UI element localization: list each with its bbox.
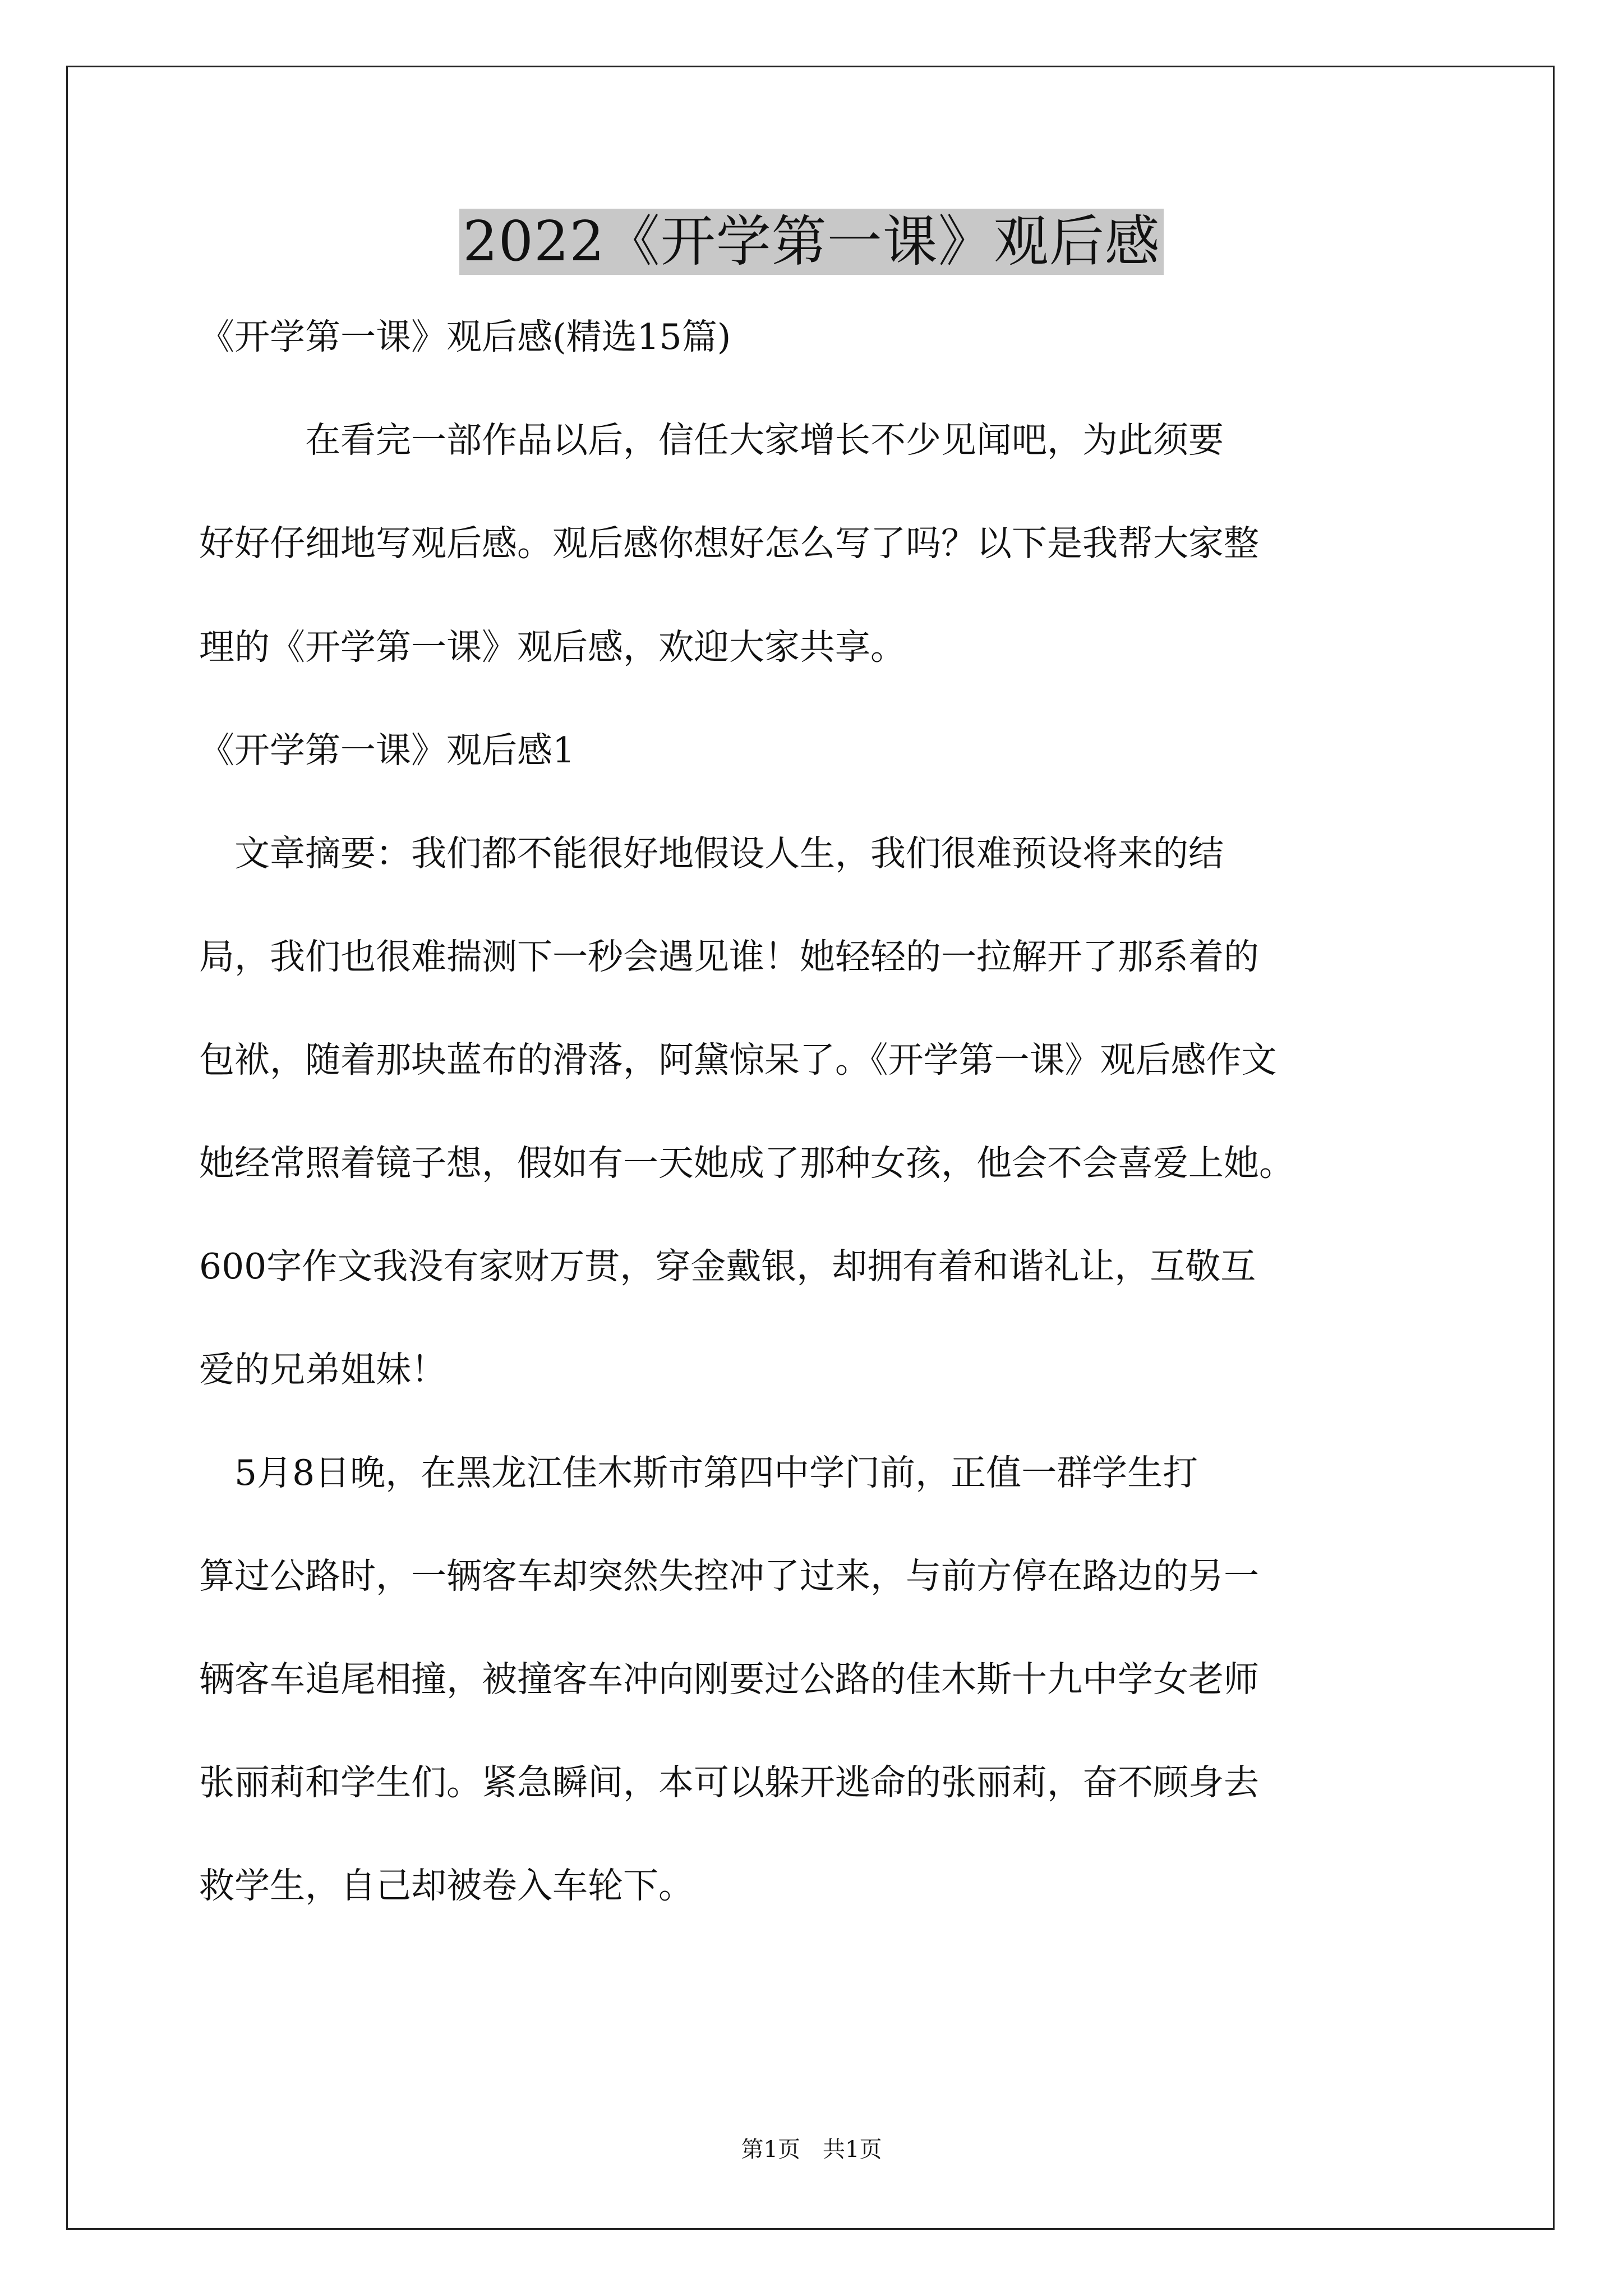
title-container xyxy=(0,209,1623,275)
body-line: 局，我们也很难揣测下一秒会遇见谁！她轻轻的一拉解开了那系着的 xyxy=(199,936,1259,977)
document-title: 2022《开学第一课》观后感 xyxy=(459,209,1163,275)
body-line: 文章摘要：我们都不能很好地假设人生，我们很难预设将来的结 xyxy=(199,833,1224,874)
page-footer: 第1页 共1页 xyxy=(741,2137,882,2162)
body-line: 辆客车追尾相撞，被撞客车冲向刚要过公路的佳木斯十九中学女老师 xyxy=(199,1659,1259,1700)
body-line: 爱的兄弟姐妹！ xyxy=(199,1349,446,1390)
body-line: 600字作文我没有家财万贯，穿金戴银，却拥有着和谐礼让，互敬互 xyxy=(199,1246,1256,1287)
body-line: 张丽莉和学生们。紧急瞬间，本可以躲开逃命的张丽莉，奋不顾身去 xyxy=(199,1762,1259,1803)
body-line: 理的《开学第一课》观后感，欢迎大家共享。 xyxy=(199,627,906,668)
section-heading: 《开学第一课》观后感1 xyxy=(199,730,575,771)
body-line: 算过公路时，一辆客车却突然失控冲了过来，与前方停在路边的另一 xyxy=(199,1556,1259,1596)
body-line: 救学生，自己却被卷入车轮下。 xyxy=(199,1865,694,1906)
subtitle: 《开学第一课》观后感(精选15篇) xyxy=(199,316,731,357)
body-line: 她经常照着镜子想，假如有一天她成了那种女孩，他会不会喜爱上她。 xyxy=(199,1143,1294,1184)
body-line: 在看完一部作品以后，信任大家增长不少见闻吧，为此须要 xyxy=(199,420,1224,461)
body-line: 5月8日晚，在黑龙江佳木斯市第四中学门前，正值一群学生打 xyxy=(199,1452,1198,1493)
body-line: 好好仔细地写观后感。观后感你想好怎么写了吗？以下是我帮大家整 xyxy=(199,523,1259,564)
body-line: 包袱，随着那块蓝布的滑落，阿黛惊呆了。《开学第一课》观后感作文 xyxy=(199,1039,1277,1080)
